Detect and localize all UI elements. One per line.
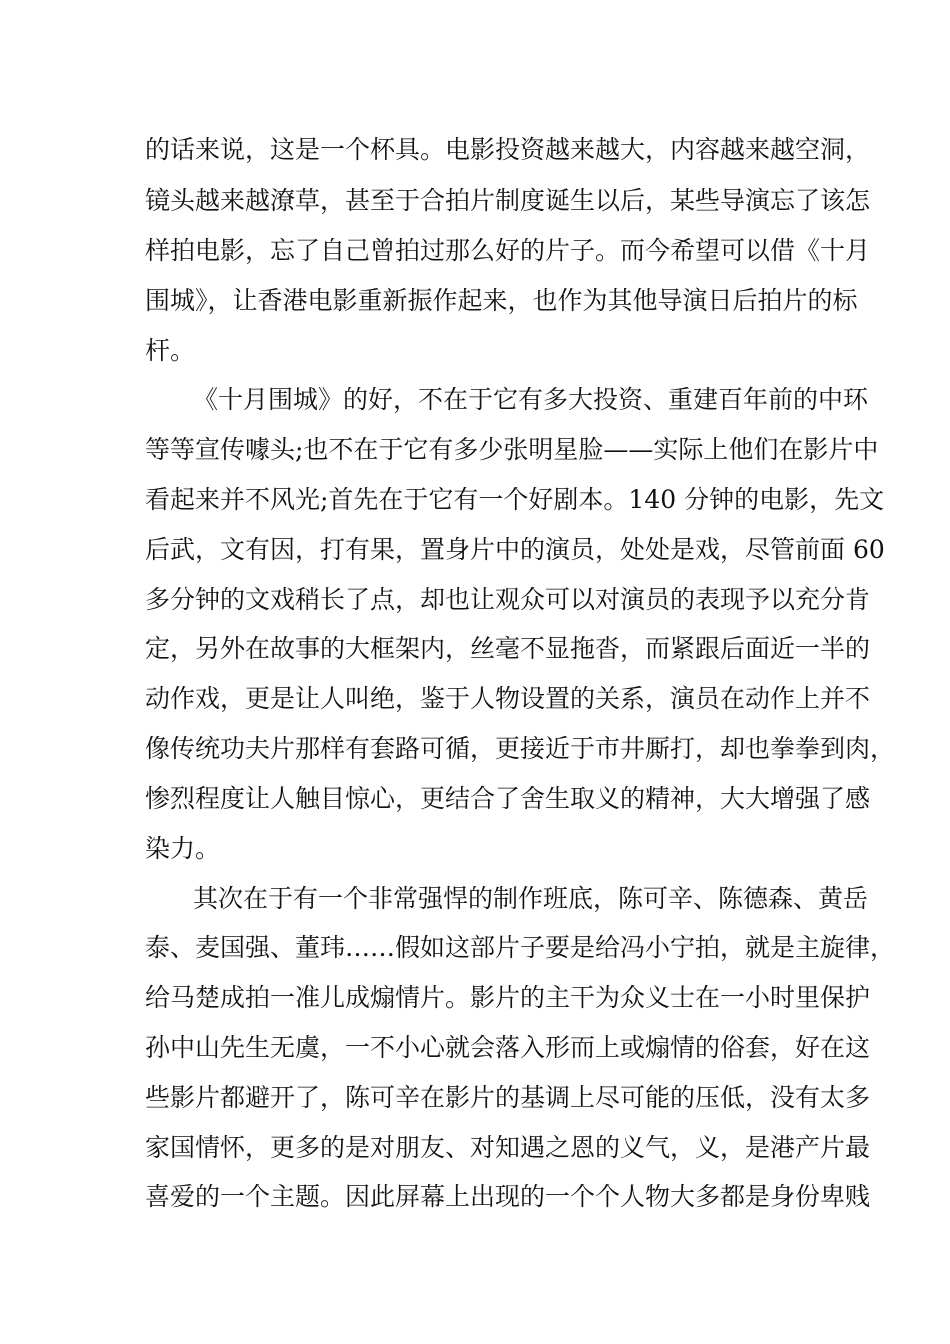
text-line: 看起来并不风光;首先在于它有一个好剧本。140 分钟的电影，先文	[145, 485, 885, 514]
text-line: 等等宣传噱头;也不在于它有多少张明星脸——实际上他们在影片中	[145, 435, 879, 464]
paragraph-first-line: 其次在于有一个非常强悍的制作班底，陈可辛、陈德森、黄岳	[193, 884, 869, 913]
paragraph-first-line: 《十月围城》的好，不在于它有多大投资、重建百年前的中环	[193, 385, 869, 414]
text-line: 镜头越来越潦草，甚至于合拍片制度诞生以后，某些导演忘了该怎	[145, 186, 871, 215]
text-line: 像传统功夫片那样有套路可循，更接近于市井厮打，却也拳拳到肉，	[145, 734, 896, 763]
text-line: 动作戏，更是让人叫绝，鉴于人物设置的关系，演员在动作上并不	[145, 684, 871, 713]
text-line: 些影片都避开了，陈可辛在影片的基调上尽可能的压低，没有太多	[145, 1083, 871, 1112]
text-line: 惨烈程度让人触目惊心，更结合了舍生取义的精神，大大增强了感	[145, 784, 871, 813]
text-line: 给马楚成拍一准儿成煽情片。影片的主干为众义士在一小时里保护	[145, 983, 871, 1012]
text-line: 孙中山先生无虞，一不小心就会落入形而上或煽情的俗套，好在这	[145, 1033, 871, 1062]
text-line: 定，另外在故事的大框架内，丝毫不显拖沓，而紧跟后面近一半的	[145, 634, 871, 663]
text-line: 多分钟的文戏稍长了点，却也让观众可以对演员的表现予以充分肯	[145, 585, 871, 614]
text-line: 后武，文有因，打有果，置身片中的演员，处处是戏，尽管前面 60	[145, 535, 885, 564]
text-line: 围城》，让香港电影重新振作起来，也作为其他导演日后拍片的标	[145, 286, 858, 315]
text-line: 喜爱的一个主题。因此屏幕上出现的一个个人物大多都是身份卑贱	[145, 1182, 871, 1211]
text-line: 泰、麦国强、董玮……假如这部片子要是给冯小宁拍，就是主旋律，	[145, 933, 896, 962]
text-line: 杆。	[145, 336, 196, 365]
text-line: 的话来说，这是一个杯具。电影投资越来越大，内容越来越空洞，	[145, 135, 871, 164]
text-line: 染力。	[145, 834, 221, 863]
text-line: 样拍电影，忘了自己曾拍过那么好的片子。而今希望可以借《十月	[145, 236, 871, 265]
text-line: 家国情怀，更多的是对朋友、对知遇之恩的义气，义，是港产片最	[145, 1133, 871, 1162]
